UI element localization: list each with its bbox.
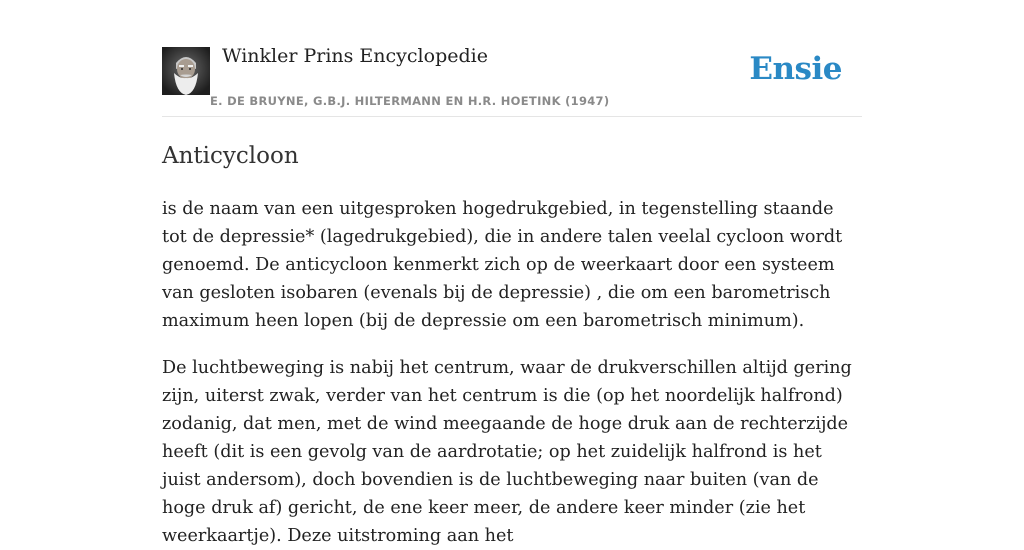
- author-avatar: [162, 47, 210, 95]
- article-title: Anticycloon: [162, 143, 299, 169]
- brand-logo-link[interactable]: Ensie: [749, 51, 842, 87]
- article-paragraph: De luchtbeweging is nabij het centrum, waar de drukverschillen altijd gering zijn, uiterst zwak, verder van het centrum is die (op het noordelijk halfrond) zodanig, dat men, met de wind meegaande de hoge druk aan de rechterzijde heeft (dit is een gevolg van de aardrotatie; op het zuidelijk halfrond is het juist andersom), doch bovendien is de luchtbeweging naar buiten (van de hoge druk af) gericht, de ene keer meer, de andere keer minder (zie het weerkaartje). Deze uitstroming aan het: [162, 358, 852, 546]
- content-column: [162, 0, 862, 550]
- source-header: [162, 0, 862, 117]
- source-authors: E. DE BRUYNE, G.B.J. HILTERMANN EN H.R. HOETINK (1947): [210, 94, 610, 108]
- article-paragraph: is de naam van een uitgesproken hogedrukgebied, in tegenstelling staande tot de depressie* (lagedrukgebied), die in andere talen veelal cycloon wordt genoemd. De anticycloon kenmerkt zich op de weerkaart door een systeem van gesloten isobaren (evenals bij de depressie) , die om een barometrisch maximum heen lopen (bij de depressie om een barometrisch minimum).: [162, 199, 843, 331]
- source-title[interactable]: Winkler Prins Encyclopedie: [222, 45, 488, 67]
- bearded-man-portrait-icon: [162, 47, 210, 95]
